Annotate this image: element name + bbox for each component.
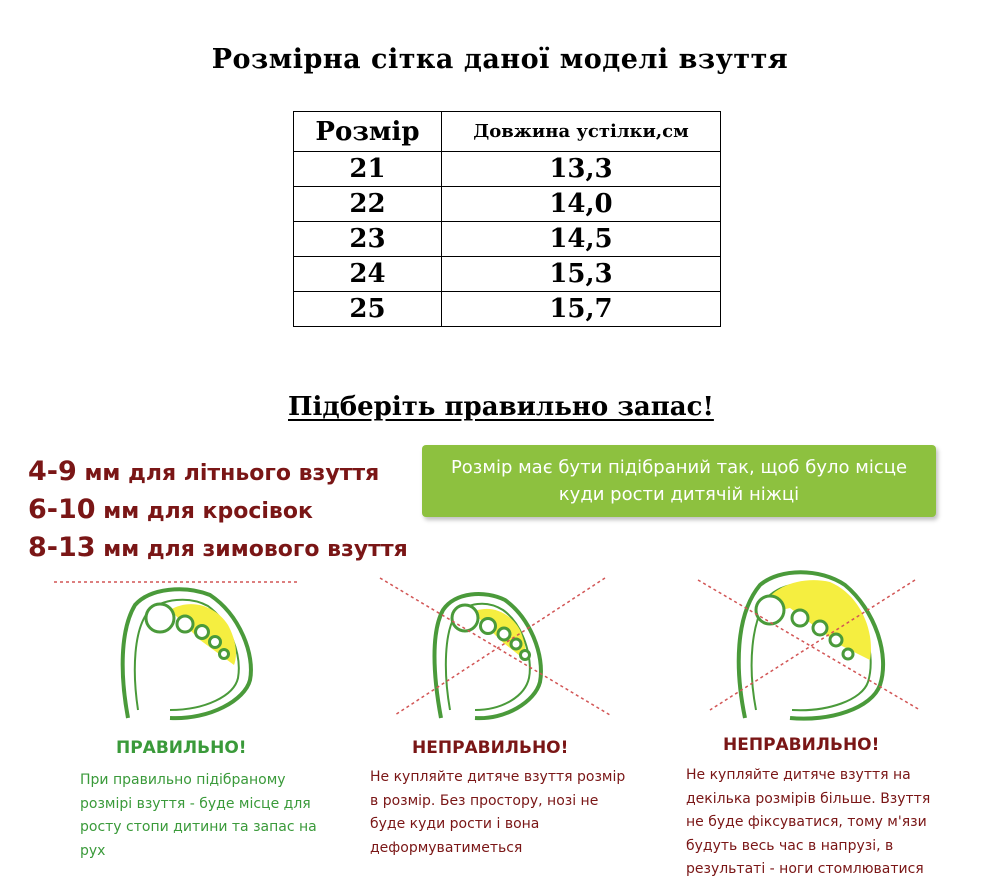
allowance-text: мм для літнього взуття (76, 461, 380, 486)
allowance-summer (28, 456, 379, 487)
foot-too-big-illustration (680, 570, 940, 725)
desc-line: При правильно підібраному (80, 772, 286, 788)
verdict-too-small: НЕПРАВИЛЬНО! (412, 738, 569, 758)
banner-line: Розмір має бути підібраний так, щоб було місце (450, 457, 908, 478)
verdict-too-big: НЕПРАВИЛЬНО! (723, 735, 880, 755)
desc-line: буде куди рости і вона (370, 816, 540, 832)
desc-line: росту стопи дитини та запас на (80, 819, 317, 835)
allowance-text: мм для кросівок (95, 499, 313, 524)
header-size: Розмір (294, 112, 442, 152)
allowance-range: 6-10 (28, 494, 96, 525)
allowance-text: мм для зимового взуття (95, 537, 408, 562)
size-cell: 22 (294, 187, 442, 222)
banner-line: куди рости дитячій ніжці (558, 484, 800, 505)
table-header-row (294, 112, 721, 152)
desc-line: рух (80, 842, 106, 859)
table-row (294, 257, 721, 292)
length-cell: 14,0 (442, 187, 721, 222)
desc-line: декілька розмірів більше. Взуття (686, 790, 931, 807)
size-cell: 21 (294, 152, 442, 187)
allowance-range: 8-13 (28, 532, 96, 563)
length-cell: 14,5 (442, 222, 721, 257)
desc-line: деформуватиметься (370, 839, 523, 856)
section-subtitle: Підберіть правильно запас! (288, 392, 714, 422)
allowance-sneakers (28, 494, 313, 525)
length-cell: 15,7 (442, 292, 721, 327)
allowance-range: 4-9 (28, 456, 77, 487)
case-description-too-big (686, 764, 930, 882)
allowance-winter (28, 532, 408, 563)
table-row (294, 152, 721, 187)
desc-line: Не купляйте дитяче взуття розмір (370, 769, 626, 785)
desc-line: Не купляйте дитяче взуття на (686, 767, 911, 783)
desc-line: в розмір. Без простору, нозі не (370, 792, 599, 809)
case-description-too-small (370, 766, 625, 860)
size-cell: 24 (294, 257, 442, 292)
table-row (294, 292, 721, 327)
page-title: Розмірна сітка даної моделі взуття (211, 44, 789, 75)
foot-correct-illustration (50, 570, 310, 725)
length-cell: 15,3 (442, 257, 721, 292)
desc-line: будуть весь час в напрузі, в (686, 837, 894, 854)
header-length: Довжина устілки,см (442, 112, 721, 152)
length-cell: 13,3 (442, 152, 721, 187)
case-description-correct (80, 769, 317, 863)
table-row (294, 222, 721, 257)
size-cell: 23 (294, 222, 442, 257)
size-cell: 25 (294, 292, 442, 327)
size-table (293, 111, 721, 327)
desc-line: результаті - ноги стомлюватися (686, 861, 924, 877)
desc-line: розмірі взуття - буде місце для (80, 795, 311, 812)
verdict-correct: ПРАВИЛЬНО! (116, 738, 247, 758)
table-row (294, 187, 721, 222)
desc-line: не буде фіксуватися, тому м'язи (686, 814, 927, 830)
foot-too-small-illustration (355, 570, 615, 725)
tip-banner (422, 445, 936, 517)
